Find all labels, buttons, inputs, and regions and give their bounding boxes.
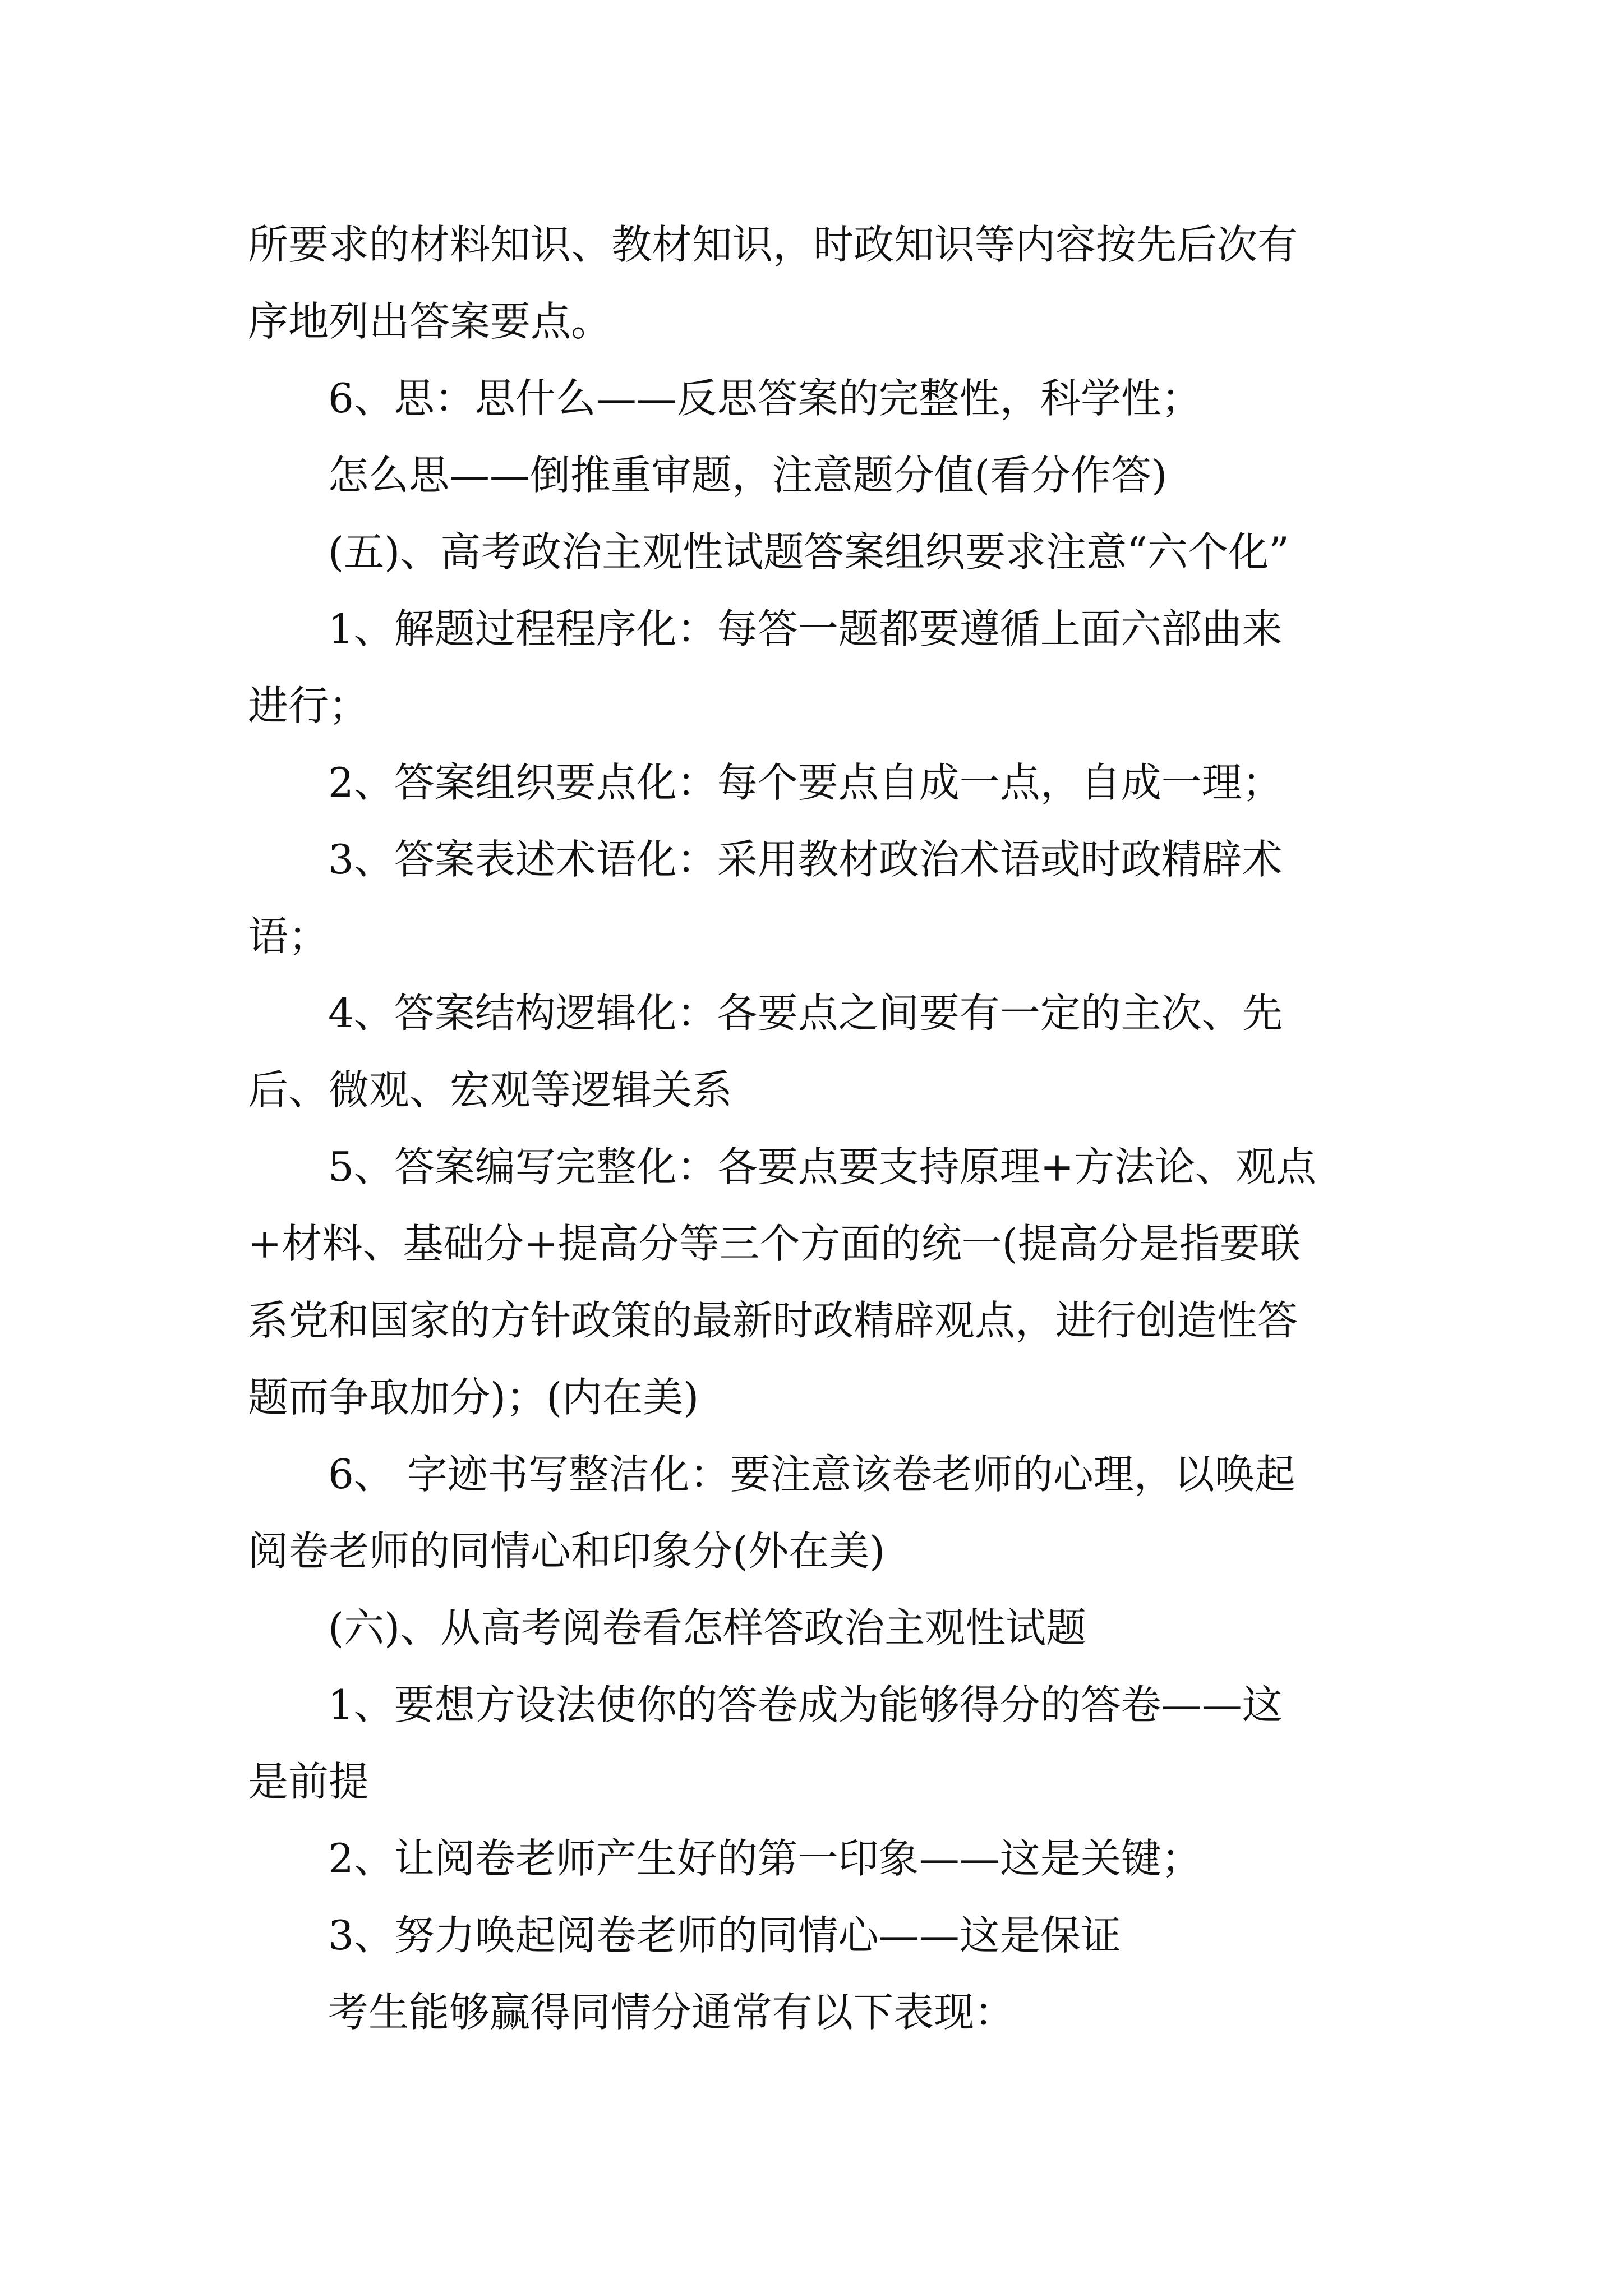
paragraph-line: +材料、基础分+提高分等三个方面的统一(提高分是指要联 (248, 1220, 1301, 1267)
paragraph-line: 系党和国家的方针政策的最新时政精辟观点，进行创造性答 (248, 1297, 1298, 1344)
paragraph-line: 怎么思——倒推重审题，注意题分值(看分作答) (328, 452, 1168, 499)
list-item-2: 2、答案组织要点化：每个要点自成一点，自成一理； (328, 759, 1283, 806)
section-heading-six: (六)、从高考阅卷看怎样答政治主观性试题 (328, 1604, 1087, 1651)
list-item-6: 6、思：思什么——反思答案的完整性，科学性； (328, 375, 1202, 422)
list-item-4: 4、答案结构逻辑化：各要点之间要有一定的主次、先 (328, 990, 1283, 1037)
paragraph-line: 考生能够赢得同情分通常有以下表现： (328, 1989, 1015, 2036)
list-item-5: 5、答案编写完整化：各要点要支持原理+方法论、观点 (328, 1143, 1317, 1190)
paragraph-line: 语； (248, 913, 329, 960)
list-item-6b: 6、 字迹书写整洁化：要注意该卷老师的心理，以唤起 (328, 1451, 1295, 1498)
paragraph-line: 所要求的材料知识、教材知识，时政知识等内容按先后次有 (248, 221, 1298, 268)
paragraph-line: 后、微观、宏观等逻辑关系 (248, 1066, 733, 1114)
list-item-2b: 2、让阅卷老师产生好的第一印象——这是关键； (328, 1835, 1202, 1882)
list-item-1b: 1、要想方设法使你的答卷成为能够得分的答卷——这 (328, 1681, 1283, 1728)
paragraph-line: 题而争取加分)；(内在美) (248, 1374, 699, 1421)
document-body (248, 206, 1384, 2051)
list-item-3: 3、答案表述术语化：采用教材政治术语或时政精辟术 (328, 836, 1283, 883)
section-heading-five: (五)、高考政治主观性试题答案组织要求注意“六个化” (328, 528, 1289, 576)
paragraph-line: 进行； (248, 682, 370, 729)
paragraph-line: 序地列出答案要点。 (248, 298, 612, 345)
list-item-3b: 3、努力唤起阅卷老师的同情心——这是保证 (328, 1912, 1121, 1959)
list-item-1: 1、解题过程程序化：每答一题都要遵循上面六部曲来 (328, 605, 1283, 652)
paragraph-line: 是前提 (248, 1758, 370, 1805)
paragraph-line: 阅卷老师的同情心和印象分(外在美) (248, 1527, 886, 1575)
